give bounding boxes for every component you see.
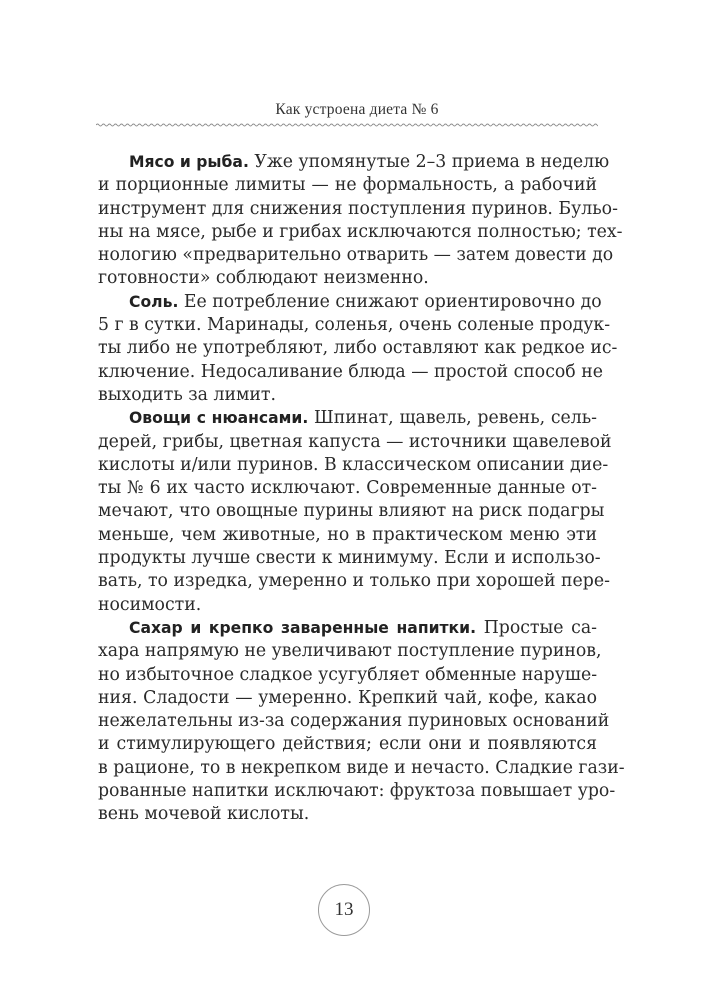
- text-line: но избыточное сладкое усугубляет обменные наруше-: [98, 664, 598, 685]
- text-line: в рационе, то в некрепком виде и нечасто. Сладкие гази-: [98, 757, 625, 778]
- text-run: Уже упомянутые 2–3 приема в неделю: [248, 152, 610, 172]
- text-line: вать, то изредка, умеренно и только при хорошей пере-: [98, 571, 610, 592]
- text-line: нежелательны из-за содержания пуриновых оснований: [98, 711, 610, 732]
- text-line: ты либо не употребляют, либо оставляют как редкое ис-: [98, 338, 618, 359]
- paragraph-lead: Сахар и крепко заваренные напитки.: [129, 618, 476, 637]
- text-line: нологию «предварительно отварить — затем довести до: [98, 245, 614, 266]
- text-line: ключение. Недосаливание блюда — простой способ не: [98, 361, 603, 382]
- text-line: и порционные лимиты — не формальность, а рабочий: [98, 175, 597, 196]
- paragraph-lead: Соль.: [129, 292, 179, 311]
- text-line: вень мочевой кислоты.: [98, 804, 310, 825]
- page-body: [98, 151, 625, 827]
- text-line: ты № 6 их часто исключают. Современные данные от-: [98, 478, 597, 499]
- text-line: выходить за лимит.: [98, 384, 276, 405]
- text-line: и стимулирующего действия; если они и появляются: [98, 734, 597, 755]
- running-header: Как устроена диета № 6: [275, 101, 439, 118]
- paragraph-sugar-drinks: [98, 617, 625, 827]
- text-line: меньше, чем животные, но в практическом меню эти: [98, 524, 597, 545]
- paragraph-vegetables: [98, 407, 612, 617]
- text-line: 5 г в сутки. Маринады, соленья, очень соленые продук-: [98, 315, 611, 336]
- text-run: Ее потребление снижают ориентировочно до: [178, 291, 602, 312]
- paragraph-lead: Мясо и рыба.: [129, 153, 249, 171]
- text-line: инструмент для снижения поступления пуринов. Бульо-: [98, 198, 618, 219]
- text-line: [98, 617, 597, 640]
- paragraph-meat-fish: [98, 151, 623, 291]
- paragraph-lead: Овощи с нюансами.: [129, 409, 309, 428]
- text-line: носимости.: [98, 594, 202, 615]
- text-line: ны на мясе, рыбе и грибах исключаются полностью; тех-: [98, 221, 623, 242]
- text-line: [98, 151, 610, 174]
- text-line: рованные напитки исключают: фруктоза повышает уро-: [98, 781, 616, 802]
- text-run: Шпинат, щавель, ревень, сель-: [308, 408, 597, 429]
- header-wavy-rule: [96, 121, 598, 129]
- wavy-line: [96, 124, 598, 126]
- text-line: готовности» соблюдают неизменно.: [98, 268, 429, 289]
- page-number: 13: [334, 899, 354, 920]
- text-run: Простые са-: [476, 617, 597, 638]
- text-line: мечают, что овощные пурины влияют на риск подагры: [98, 501, 605, 522]
- text-line: хара напрямую не увеличивают поступление пуринов,: [98, 641, 602, 662]
- text-line: кислоты и/или пуринов. В классическом описании дие-: [98, 454, 609, 475]
- text-line: [98, 407, 597, 430]
- text-line: дерей, грибы, цветная капуста — источники щавелевой: [98, 431, 612, 452]
- text-line: [98, 291, 602, 314]
- paragraph-salt: [98, 291, 618, 407]
- text-line: продукты лучше свести к минимуму. Если и использо-: [98, 548, 601, 569]
- text-line: ния. Сладости — умеренно. Крепкий чай, кофе, какао: [98, 687, 597, 708]
- page-number-badge: [318, 884, 370, 936]
